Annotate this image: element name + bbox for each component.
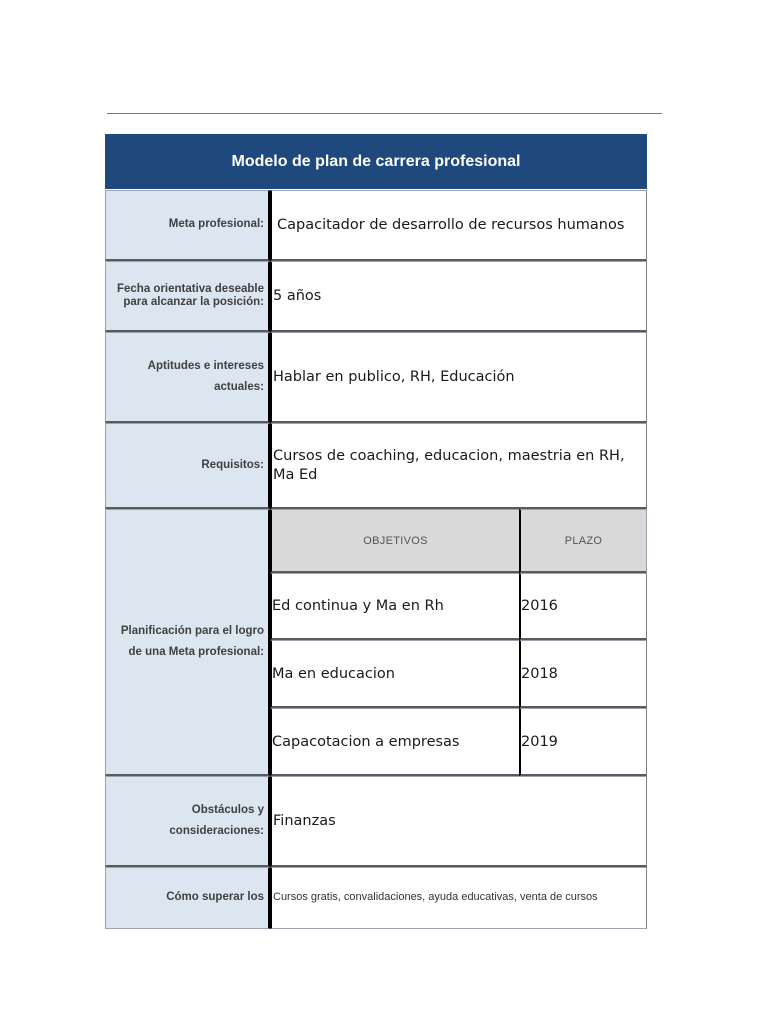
label-planificacion: Planificación para el logro de una Meta profesional: <box>105 509 271 777</box>
label-obstaculos: Obstáculos y consideraciones: <box>105 776 271 868</box>
value-meta-profesional: Capacitador de desarrollo de recursos humanos <box>270 190 647 262</box>
label-aptitudes: Aptitudes e intereses actuales: <box>105 332 271 424</box>
value-como-superar: Cursos gratis, convalidaciones, ayuda educativas, venta de cursos <box>270 867 647 929</box>
label-como-superar: Cómo superar los <box>105 867 271 929</box>
label-requisitos: Requisitos: <box>105 423 271 510</box>
objective-cell: Ma en educacion <box>270 640 520 709</box>
label-fecha-orientativa: Fecha orientativa deseable para alcanzar la posición: <box>105 261 271 333</box>
objective-cell: Capacotacion a empresas <box>270 708 520 777</box>
term-cell: 2018 <box>519 640 647 709</box>
value-requisitos: Cursos de coaching, educacion, maestria en RH, Ma Ed <box>270 423 647 510</box>
value-obstaculos: Finanzas <box>270 776 647 868</box>
document-title: Modelo de plan de carrera profesional <box>105 134 647 189</box>
top-divider-line <box>107 113 662 114</box>
value-aptitudes: Hablar en publico, RH, Educación <box>270 332 647 424</box>
value-fecha-orientativa: 5 años <box>270 261 647 333</box>
column-header-plazo: PLAZO <box>519 509 647 574</box>
term-cell: 2019 <box>519 708 647 777</box>
column-header-objetivos: OBJETIVOS <box>270 509 520 574</box>
label-meta-profesional: Meta profesional: <box>105 190 271 262</box>
term-cell: 2016 <box>519 573 647 641</box>
objective-cell: Ed continua y Ma en Rh <box>270 573 520 641</box>
